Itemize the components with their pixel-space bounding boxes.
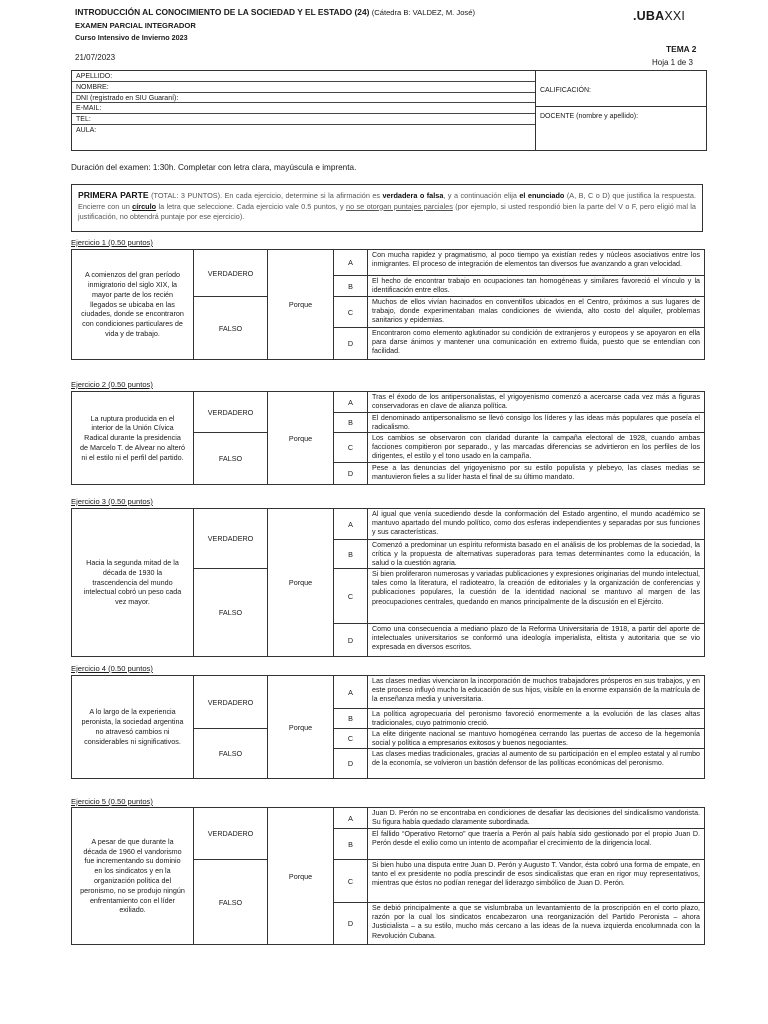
option-text-d: Se debió principalmente a que se vislumbraba un levantamiento de la proscripción en el corto plazo, razón por la cual los sindicatos encabezaron una reorganización del Partido Peronista – ahora Justicialista – a su estilo, mucho más cercano a las ideas de la nueva izquierda encolumnada con la Revolución Cubana. (372, 904, 700, 940)
exercise-table (71, 675, 705, 779)
option-letter-c[interactable]: C (334, 729, 368, 749)
option-letters (334, 392, 368, 484)
student-data-box (71, 70, 707, 151)
option-text-d: Las clases medias tradicionales, gracias al aumento de su participación en el empleo estatal y al rumbo de la economía, se volvieron un bastión defensor de las políticas económicas del peronismo. (372, 750, 700, 768)
instructions-box: PRIMERA PARTE (TOTAL: 3 PUNTOS). En cada ejercicio, determine si la afirmación es verdadera o falsa, y a continuación elija el enunciado (A, B, C o D) que justifica la respuesta. Encierre con un círculo la letra que seleccione. Cada ejercicio vale 0.5 puntos, y no se otorgan puntajes parciales (por ejemplo, si usted respondió bien la parte del V o F, pero eligió mal la justificación, no obtendrá puntaje por ese ejercicio). (71, 184, 703, 232)
option-letters (334, 808, 368, 944)
uba-xxi-logo: .UBAXXI (633, 9, 686, 23)
option-text-b: El fallido “Operativo Retorno” que traería a Perón al país había sido gestionado por el propio Juan D. Perón desde el exilio como un intento de acompañar el crecimiento de la dirigencia local. (368, 829, 704, 860)
option-text-a: Juan D. Perón no se encontraba en condiciones de desafiar las decisiones del sindicalismo vandorista. Su figura había quedado claramente subordinada. (368, 808, 704, 829)
option-letter-d[interactable]: D (334, 328, 368, 359)
exercise-statement: A lo largo de la experiencia peronista, la sociedad argentina no atravesó cambios ni considerables ni significativos. (72, 676, 194, 778)
exam-duration: Duración del examen: 1:30h. Completar con letra clara, mayúscula e imprenta. (71, 163, 357, 172)
option-letters (334, 250, 368, 359)
exercise-statement: Hacia la segunda mitad de la década de 1930 la trascendencia del mundo intelectual cobró un peso cada vez mayor. (72, 509, 194, 656)
option-text-c: Si bien proliferaron numerosas y variadas publicaciones y expresiones originarias del mundo intelectual, tales como la literatura, el radioteatro, la creación de editoriales y la organización de conferencias y publicaciones populares, la cuestión de la identidad nacional se mantuvo al margen de las preocupaciones centrales, quedando en manos principalmente de la discusión en el Ejército. (368, 569, 704, 624)
option-text-c: Si bien hubo una disputa entre Juan D. Perón y Augusto T. Vandor, ésta cobró una forma de empate, en tanto el ex presidente no podía prescindir de esos sindicalistas que eran en rigor muy representativos, mientras que éstos no podían renegar del liderazgo simbólico de Juan D. Perón. (368, 860, 704, 903)
option-letter-a[interactable]: A (334, 808, 368, 829)
field-calificacion: CALIFICACIÓN: (540, 87, 591, 94)
option-text-a: Al igual que venía sucediendo desde la conformación del Estado argentino, el mundo académico se mantuvo apartado del mundo político, como dos esferas independientes y separadas por sus funciones y sus características. (368, 509, 704, 540)
porque-label: Porque (268, 676, 334, 778)
exercise-title: Ejercicio 2 (0.50 puntos) (71, 380, 153, 389)
porque-label: Porque (268, 392, 334, 484)
exercise-title: Ejercicio 5 (0.50 puntos) (71, 797, 153, 806)
option-text-c: Los cambios se observaron con claridad durante la campaña electoral de 1928, cuando ambas facciones compitieron por separado., y las marcadas diferencias se advirtieron en los perfiles de los dirigentes, el estilo y el tono usado en la campaña. (368, 433, 704, 463)
option-letter-b[interactable]: B (334, 829, 368, 860)
course-title: INTRODUCCIÓN AL CONOCIMIENTO DE LA SOCIEDAD Y EL ESTADO (24) (Cátedra B: VALDEZ, M. José) (75, 7, 475, 17)
exam-date: 21/07/2023 (75, 53, 116, 62)
option-text-a: Con mucha rapidez y pragmatismo, al poco tiempo ya existían redes y núcleos asociativos entre los inmigrantes. El proceso de integración de elementos tan diversos fue avanzando a gran velocidad. (368, 250, 704, 276)
exercise-table (71, 391, 705, 485)
option-text-a: Las clases medias vivenciaron la incorporación de muchos trabajadores prósperos en sus trabajos, y en este proceso influyó mucho la educación de sus hijos, visible en la enorme expansión de la matrícula de la enseñanza media y universitaria. (368, 676, 704, 709)
option-text-c: Muchos de ellos vivían hacinados en conventillos ubicados en el Centro, próximos a sus lugares de trabajo, donde experimentaban malas condiciones de vivienda, alto costo del alquiler, problemas sanitarios y epidemias. (368, 297, 704, 328)
field-apellido[interactable]: APELLIDO: (72, 71, 535, 82)
option-letters (334, 676, 368, 778)
option-text-d: Pese a las denuncias del yrigoyenismo por su estilo populista y plebeyo, las clases medias se mantuvieron fieles a su líder hasta el final de su último mandato. (372, 464, 700, 482)
divider (536, 106, 706, 107)
falso-option[interactable]: FALSO (194, 729, 268, 778)
option-text-b: La política agropecuaria del peronismo favoreció enormemente a la evolución de las clases altas tradicionales, cuyo patrimonio creció. (368, 709, 704, 729)
option-text-d: Como una consecuencia a mediano plazo de la Reforma Universitaria de 1918, a partir del aporte de intelectuales universitarios se conformó una ideología imperialista, elitista y autoritaria que se vio expresada en diversos escritos. (372, 625, 700, 652)
option-text-d: Encontraron como elemento aglutinador su condición de extranjeros y europeos y se apoyaron en ella para darse ánimos y mantener una comunicación en extremo fluida, puesto que se entendían con facilidad. (372, 329, 700, 356)
option-text-b: El denominado antipersonalismo se llevó consigo los líderes y las ideas más populares que poseía el radicalismo. (368, 413, 704, 433)
option-letter-c[interactable]: C (334, 433, 368, 463)
porque-label: Porque (268, 808, 334, 944)
field-email[interactable]: E-MAIL: (72, 103, 535, 114)
exercise-title: Ejercicio 4 (0.50 puntos) (71, 664, 153, 673)
porque-label: Porque (268, 509, 334, 656)
option-letter-d[interactable]: D (334, 463, 368, 484)
option-letter-c[interactable]: C (334, 860, 368, 903)
option-text-b: El hecho de encontrar trabajo en ocupaciones tan homogéneas y similares favoreció el vínculo y la identificación entre ellos. (368, 276, 704, 297)
option-letter-b[interactable]: B (334, 540, 368, 569)
option-text-b: Comenzó a predominar un espíritu reformista basado en el análisis de los problemas de la sociedad, la crítica y la propuesta de alternativas superadoras para temas determinantes como la educación, la salud o la cuestión agraria. (368, 540, 704, 569)
option-letters (334, 509, 368, 656)
verdadero-option[interactable]: VERDADERO (194, 250, 268, 297)
option-letter-c[interactable]: C (334, 297, 368, 328)
falso-option[interactable]: FALSO (194, 297, 268, 359)
exercise-table (71, 508, 705, 657)
option-letter-c[interactable]: C (334, 569, 368, 624)
tema-label: TEMA 2 (666, 44, 697, 54)
falso-option[interactable]: FALSO (194, 433, 268, 484)
exercise-title: Ejercicio 3 (0.50 puntos) (71, 497, 153, 506)
porque-label: Porque (268, 250, 334, 359)
field-aula[interactable]: AULA: (76, 126, 97, 134)
exercise-statement: La ruptura producida en el interior de la Unión Cívica Radical durante la presidencia de Marcelo T. de Alvear no alteró ni el estilo ni el perfil del partido. (72, 392, 194, 484)
field-nombre[interactable]: NOMBRE: (72, 82, 535, 93)
exercise-table (71, 249, 705, 360)
exercise-table (71, 807, 705, 945)
course-name: Curso Intensivo de Invierno 2023 (75, 33, 188, 42)
field-tel[interactable]: TEL: (72, 114, 535, 125)
page-number: Hoja 1 de 3 (652, 58, 693, 67)
option-letter-b[interactable]: B (334, 413, 368, 433)
option-letter-a[interactable]: A (334, 392, 368, 413)
falso-option[interactable]: FALSO (194, 569, 268, 656)
field-docente: DOCENTE (nombre y apellido): (540, 113, 639, 120)
field-dni[interactable]: DNI (registrado en SIU Guaraní): (72, 93, 535, 104)
verdadero-option[interactable]: VERDADERO (194, 676, 268, 729)
option-text-c: La elite dirigente nacional se mantuvo homogénea cerrando las puertas de acceso de la hegemonía social y política a empresarios exitosos y buenos negociantes. (368, 729, 704, 749)
option-letter-a[interactable]: A (334, 250, 368, 276)
falso-option[interactable]: FALSO (194, 860, 268, 944)
option-text-a: Tras el éxodo de los antipersonalistas, el yrigoyenismo comenzó a acercarse cada vez más a figuras conservadoras en clave de alianza política. (368, 392, 704, 413)
option-letter-b[interactable]: B (334, 709, 368, 729)
exercise-statement: A comienzos del gran período inmigratorio del siglo XIX, la mayor parte de los recién llegados se ubicaba en las ciudades, donde se encontraron con condiciones particulares de vida y de trabajo. (72, 250, 194, 359)
option-letter-d[interactable]: D (334, 903, 368, 944)
verdadero-option[interactable]: VERDADERO (194, 808, 268, 860)
option-letter-a[interactable]: A (334, 509, 368, 540)
verdadero-option[interactable]: VERDADERO (194, 509, 268, 569)
option-letter-b[interactable]: B (334, 276, 368, 297)
exercise-statement: A pesar de que durante la década de 1960 el vandorismo fue incrementando su dominio en los sindicatos y en la organización política del peronismo, no se produjo ningún enfrentamiento con el líder exiliado. (72, 808, 194, 944)
exercise-title: Ejercicio 1 (0.50 puntos) (71, 238, 153, 247)
option-letter-d[interactable]: D (334, 749, 368, 778)
option-letter-a[interactable]: A (334, 676, 368, 709)
verdadero-option[interactable]: VERDADERO (194, 392, 268, 433)
catedra: (Cátedra B: VALDEZ, M. José) (371, 8, 475, 17)
exam-name: EXAMEN PARCIAL INTEGRADOR (75, 21, 196, 30)
option-letter-d[interactable]: D (334, 624, 368, 656)
